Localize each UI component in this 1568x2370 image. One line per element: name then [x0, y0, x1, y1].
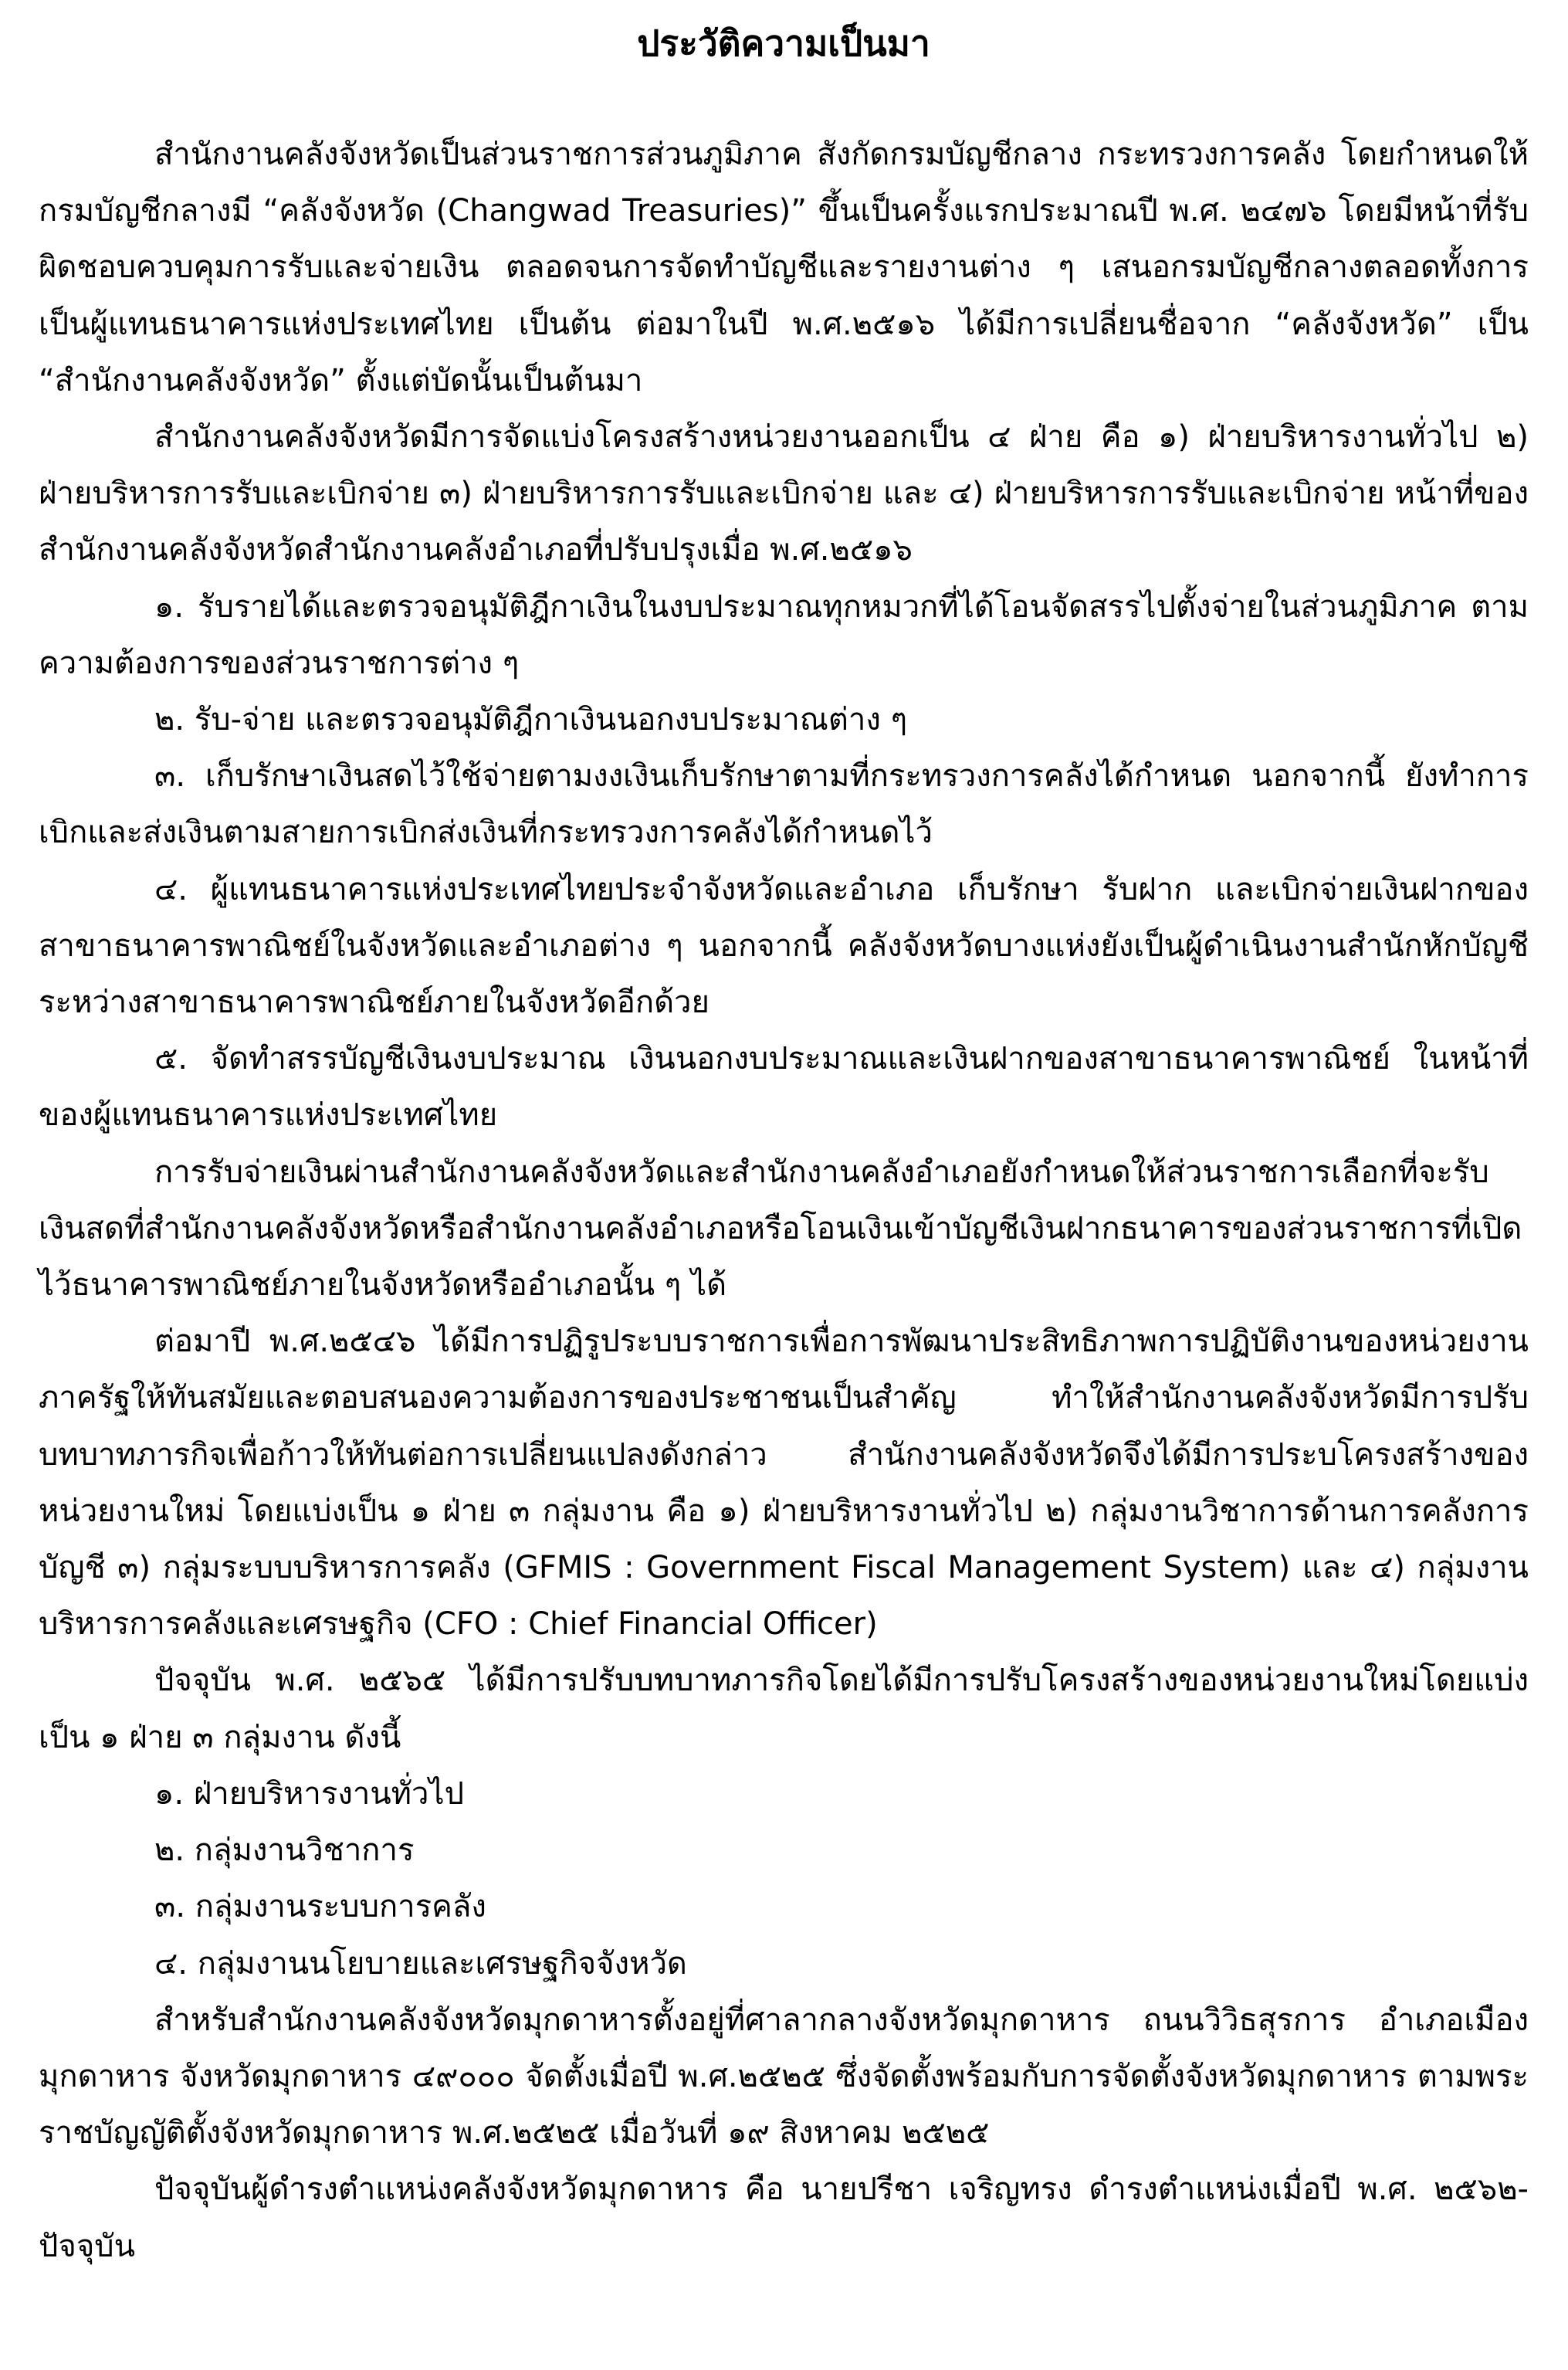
paragraph-payment: การรับจ่ายเงินผ่านสำนักงานคลังจังหวัดและสำนักงานคลังอำเภอยังกำหนดให้ส่วนราชการเลือกที่จะรับเงินสดที่สำนักงานคลังจังหวัดหรือสำนักงานคลังอำเภอหรือโอนเงินเข้าบัญชีเงินฝากธนาคารของส่วนราชการที่เปิดไว้ธนาคารพาณิชย์ภายในจังหวัดหรืออำเภอนั้น ๆ ได้ [39, 1154, 1522, 1304]
paragraph-current-head: ปัจจุบันผู้ดำรงตำแหน่งคลังจังหวัดมุกดาหาร คือ นายปรีชา เจริญทรง ดำรงตำแหน่งเมื่อปี พ.ศ. ๒๕๖๒-ปัจจุบัน [39, 2172, 1529, 2264]
duty-item-1: ๑. รับรายได้และตรวจอนุมัติฎีกาเงินในงบประมาณทุกหมวกที่ได้โอนจัดสรรไปตั้งจ่ายในส่วนภูมิภาค ตามความต้องการของส่วนราชการต่าง ๆ [39, 588, 1529, 681]
duty-item-4: ๔. ผู้แทนธนาคารแห่งประเทศไทยประจำจังหวัดและอำเภอ เก็บรักษา รับฝาก และเบิกจ่ายเงินฝากของสาขาธนาคารพาณิชย์ในจังหวัดและอำเภอต่าง ๆ นอกจากนี้ คลังจังหวัดบางแห่งยังเป็นผู้ดำเนินงานสำนักหักบัญชีระหว่างสาขาธนาคารพาณิชย์ภายในจังหวัดอีกด้วย [39, 871, 1529, 1021]
document-body [39, 127, 1529, 2275]
unit-item-1: ๑. ฝ่ายบริหารงานทั่วไป [154, 1775, 465, 1812]
paragraph-origin: สำนักงานคลังจังหวัดเป็นส่วนราชการส่วนภูมิภาค สังกัดกรมบัญชีกลาง กระทรวงการคลัง โดยกำหนดให้กรมบัญชีกลางมี “คลังจังหวัด (Changwad Treasuries)” ขึ้นเป็นครั้งแรกประมาณปี พ.ศ. ๒๔๗๖ โดยมีหน้าที่รับผิดชอบควบคุมการรับและจ่ายเงิน ตลอดจนการจัดทำบัญชีและรายงานต่าง ๆ เสนอกรมบัญชีกลางตลอดทั้งการเป็นผู้แทนธนาคารแห่งประเทศไทย เป็นต้น ต่อมาในปี พ.ศ.๒๕๑๖ ได้มีการเปลี่ยนชื่อจาก “คลังจังหวัด” เป็น “สำนักงานคลังจังหวัด” ตั้งแต่บัดนั้นเป็นต้นมา [39, 137, 1529, 398]
duty-item-5: ๕. จัดทำสรรบัญชีเงินงบประมาณ เงินนอกงบประมาณและเงินฝากของสาขาธนาคารพาณิชย์ ในหน้าที่ของผู้แทนธนาคารแห่งประเทศไทย [39, 1041, 1529, 1134]
document-page [39, 15, 1529, 2275]
duty-item-3: ๓. เก็บรักษาเงินสดไว้ใช้จ่ายตามงงเงินเก็บรักษาตามที่กระทรวงการคลังได้กำหนด นอกจากนี้ ยังทำการเบิกและส่งเงินตามสายการเบิกส่งเงินที่กระทรวงการคลังได้กำหนดไว้ [39, 758, 1529, 851]
paragraph-mukdahan-office: สำหรับสำนักงานคลังจังหวัดมุกดาหารตั้งอยู่ที่ศาลากลางจังหวัดมุกดาหาร ถนนวิวิธสุรการ อำเภอเมืองมุกดาหาร จังหวัดมุกดาหาร ๔๙๐๐๐ จัดตั้งเมื่อปี พ.ศ.๒๕๒๕ ซึ่งจัดตั้งพร้อมกับการจัดตั้งจังหวัดมุกดาหาร ตามพระราชบัญญัติตั้งจังหวัดมุกดาหาร พ.ศ.๒๕๒๕ เมื่อวันที่ ๑๙ สิงหาคม ๒๕๒๕ [39, 2002, 1529, 2151]
paragraph-structure: สำนักงานคลังจังหวัดมีการจัดแบ่งโครงสร้างหน่วยงานออกเป็น ๔ ฝ่าย คือ ๑) ฝ่ายบริหารงานทั่วไป ๒) ฝ่ายบริหารการรับและเบิกจ่าย ๓) ฝ่ายบริหารการรับและเบิกจ่าย และ ๔) ฝ่ายบริหารการรับและเบิกจ่าย หน้าที่ของสำนักงานคลังจังหวัดสำนักงานคลังอำเภอที่ปรับปรุงเมื่อ พ.ศ.๒๕๑๖ [39, 419, 1529, 568]
document-title: ประวัติความเป็นมา [637, 22, 930, 64]
unit-item-2: ๒. กลุ่มงานวิชาการ [154, 1833, 415, 1869]
unit-item-4: ๔. กลุ่มงานนโยบายและเศรษฐกิจจังหวัด [154, 1945, 687, 1982]
paragraph-current-structure: ปัจจุบัน พ.ศ. ๒๕๖๕ ได้มีการปรับบทบาทภารกิจโดยได้มีการปรับโครงสร้างของหน่วยงานใหม่โดยแบ่งเป็น ๑ ฝ่าย ๓ กลุ่มงาน ดังนี้ [39, 1663, 1529, 1755]
paragraph-reform: ต่อมาปี พ.ศ.๒๕๔๖ ได้มีการปฏิรูประบบราชการเพื่อการพัฒนาประสิทธิภาพการปฏิบัติงานของหน่วยงานภาครัฐให้ทันสมัยและตอบสนองความต้องการของประชาชนเป็นสำคัญ ทำให้สำนักงานคลังจังหวัดมีการปรับบทบาทภารกิจเพื่อก้าวให้ทันต่อการเปลี่ยนแปลงดังกล่าว สำนักงานคลังจังหวัดจึงได้มีการประบโครงสร้างของหน่วยงานใหม่ โดยแบ่งเป็น ๑ ฝ่าย ๓ กลุ่มงาน คือ ๑) ฝ่ายบริหารงานทั่วไป ๒) กลุ่มงานวิชาการด้านการคลังการบัญชี ๓) กลุ่มระบบบริหารการคลัง (GFMIS : Government Fiscal Management System) และ ๔) กลุ่มงานบริหารการคลังและเศรษฐกิจ (CFO : Chief Financial Officer) [39, 1324, 1529, 1643]
unit-item-3: ๓. กลุ่มงานระบบการคลัง [154, 1889, 486, 1925]
duty-item-2: ๒. รับ-จ่าย และตรวจอนุมัติฎีกาเงินนอกงบประมาณต่าง ๆ [154, 702, 908, 738]
